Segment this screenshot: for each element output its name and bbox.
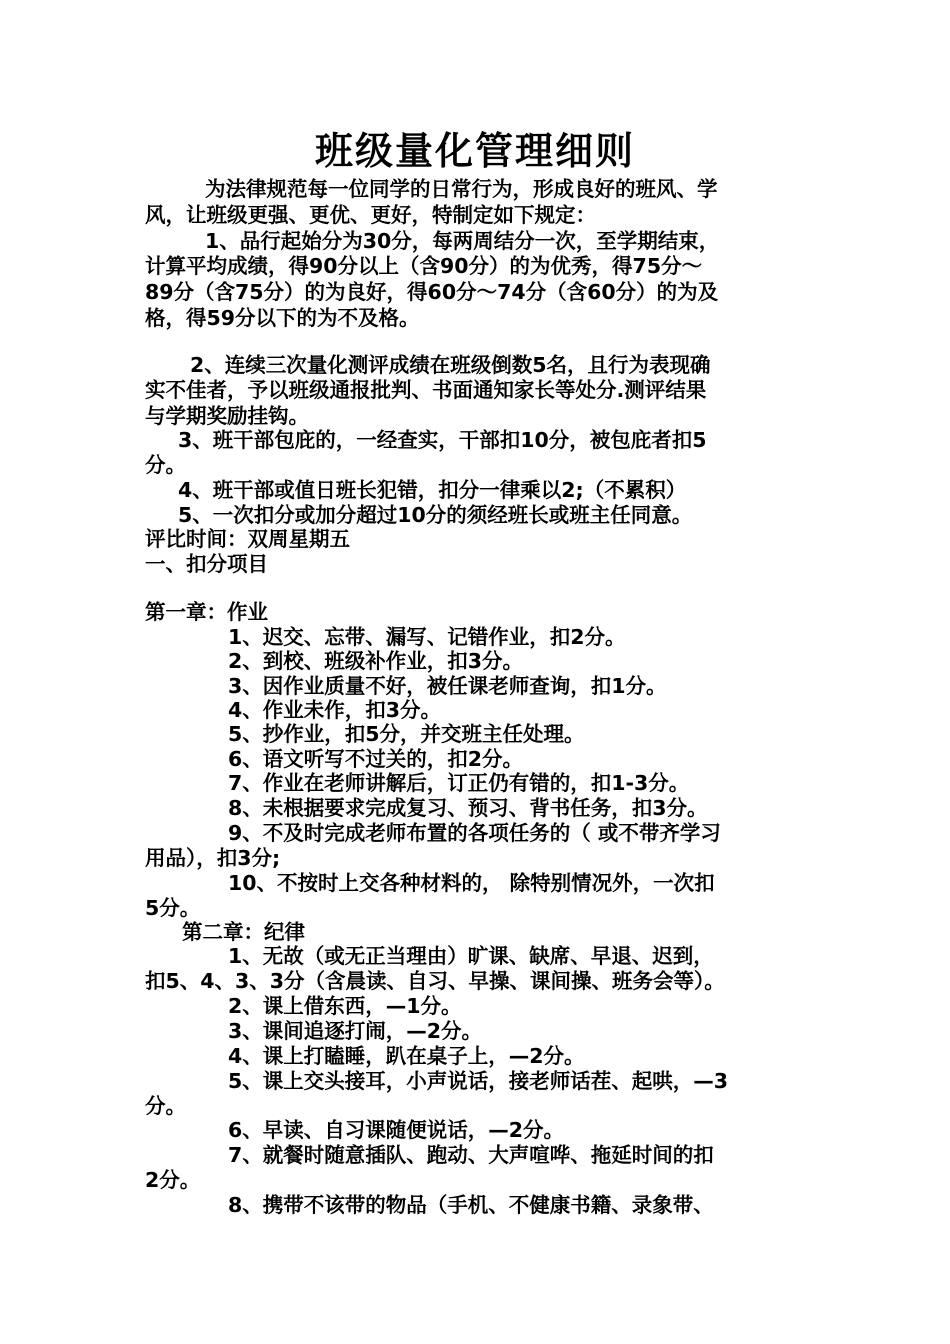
paragraph-line: 计算平均成绩，得90分以上（含90分）的为优秀，得75分～ [145, 254, 703, 278]
paragraph-line: 格，得59分以下的为不及格。 [145, 306, 420, 330]
list-item: 5、课上交头接耳，小声说话，接老师话茬、起哄，—3 [228, 1069, 729, 1093]
paragraph-line: 5、一次扣分或加分超过10分的须经班长或班主任同意。 [178, 503, 693, 527]
list-item: 6、语文听写不过关的，扣2分。 [228, 747, 524, 771]
chapter-heading: 第二章：纪律 [182, 920, 305, 944]
paragraph-line: 4、班干部或值日班长犯错，扣分一律乘以2;（不累积） [178, 478, 687, 502]
list-item: 9、不及时完成老师布置的各项任务的（ 或不带齐学习 [228, 821, 721, 845]
paragraph-line: 分。 [145, 453, 186, 477]
list-item: 3、课间追逐打闹，—2分。 [228, 1019, 483, 1043]
paragraph-line: 2、连续三次量化测评成绩在班级倒数5名，且行为表现确 [190, 353, 711, 377]
list-item: 2、到校、班级补作业，扣3分。 [228, 649, 524, 673]
paragraph-line: 1、品行起始分为30分，每两周结分一次，至学期结束， [205, 229, 720, 253]
list-item: 扣5、4、3、3分（含晨读、自习、早操、课间操、班务会等）。 [145, 969, 725, 993]
document-title: 班级量化管理细则 [314, 128, 635, 173]
section-heading: 一、扣分项目 [145, 552, 268, 576]
paragraph-line: 为法律规范每一位同学的日常行为，形成良好的班风、学 [205, 177, 718, 201]
paragraph-line: 3、班干部包庇的，一经查实，干部扣10分，被包庇者扣5 [178, 428, 707, 452]
list-item: 10、不按时上交各种材料的， 除特别情况外，一次扣 [228, 871, 715, 895]
list-item: 6、早读、自习课随便说话，—2分。 [228, 1118, 565, 1142]
chapter-heading: 第一章：作业 [145, 600, 268, 624]
list-item: 8、携带不该带的物品（手机、不健康书籍、录象带、 [228, 1193, 714, 1217]
list-item: 5分。 [145, 896, 201, 920]
paragraph-line: 评比时间：双周星期五 [145, 527, 350, 551]
paragraph-line: 实不佳者，予以班级通报批判、书面通知家长等处分.测评结果 [145, 378, 707, 402]
list-item: 4、课上打瞌睡，趴在桌子上，—2分。 [228, 1044, 585, 1068]
paragraph-line: 风，让班级更强、更优、更好，特制定如下规定： [145, 203, 596, 227]
paragraph-line: 与学期奖励挂钩。 [145, 404, 309, 428]
list-item: 3、因作业质量不好，被任课老师查询，扣1分。 [228, 674, 667, 698]
list-item: 4、作业未作，扣3分。 [228, 698, 442, 722]
list-item: 2分。 [145, 1168, 201, 1192]
list-item: 分。 [145, 1094, 186, 1118]
list-item: 1、迟交、忘带、漏写、记错作业，扣2分。 [228, 625, 626, 649]
list-item: 7、作业在老师讲解后，订正仍有错的，扣1-3分。 [228, 771, 690, 795]
list-item: 用品），扣3分; [145, 846, 281, 870]
list-item: 2、课上借东西，—1分。 [228, 994, 462, 1018]
list-item: 8、未根据要求完成复习、预习、背书任务，扣3分。 [228, 796, 708, 820]
list-item: 5、抄作业，扣5分，并交班主任处理。 [228, 722, 585, 746]
paragraph-line: 89分（含75分）的为良好，得60分～74分（含60分）的为及 [145, 280, 719, 304]
list-item: 1、无故（或无正当理由）旷课、缺席、早退、迟到， [228, 944, 714, 968]
list-item: 7、就餐时随意插队、跑动、大声喧哗、拖延时间的扣 [228, 1143, 714, 1167]
